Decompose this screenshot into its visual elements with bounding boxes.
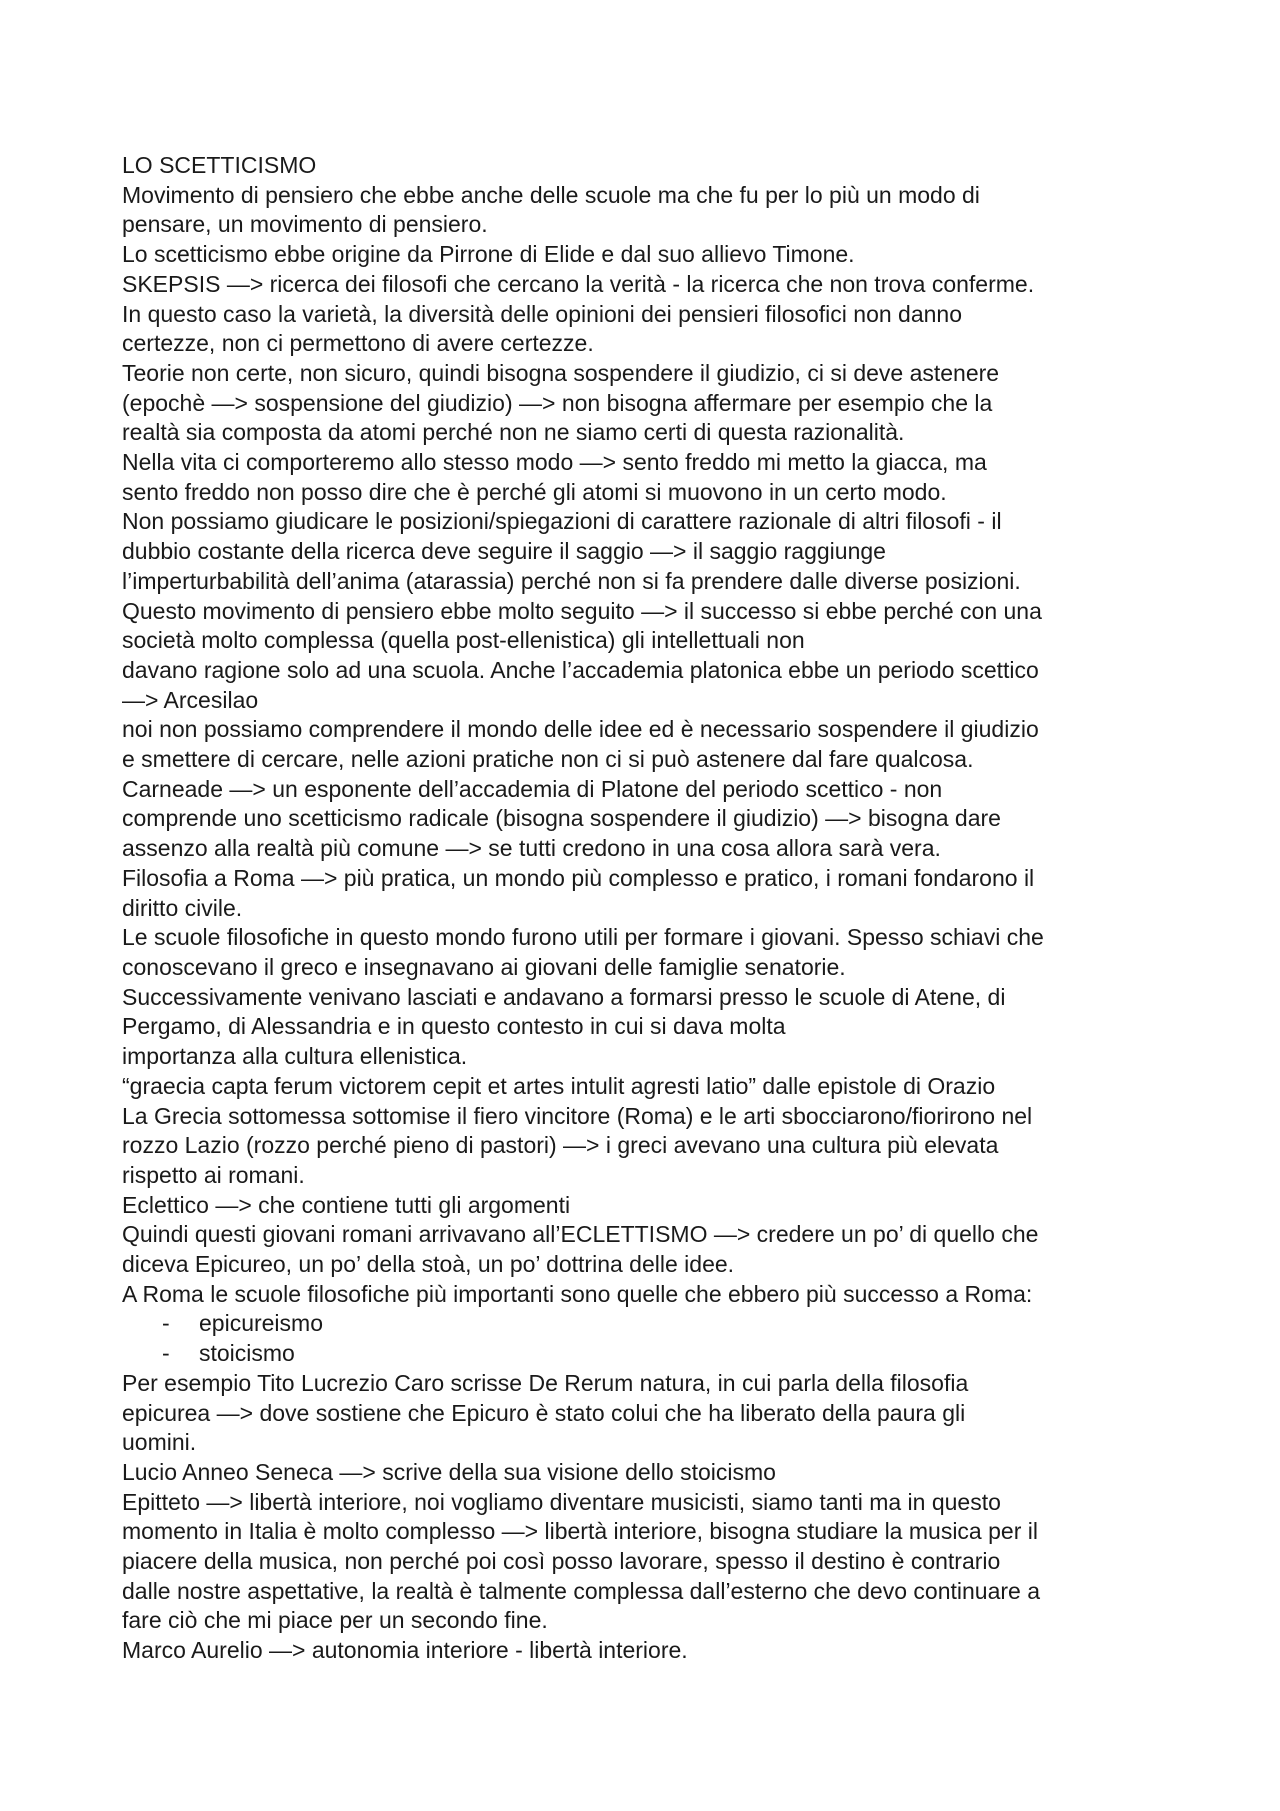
text-line: Teorie non certe, non sicuro, quindi bisogna sospendere il giudizio, ci si deve astenere — [122, 359, 1000, 386]
text-line: (epochè —> sospensione del giudizio) —> non bisogna affermare per esempio che la — [122, 389, 993, 416]
text-line: dalle nostre aspettative, la realtà è talmente complessa dall’esterno che devo continuare a — [122, 1577, 1040, 1604]
list-item — [122, 1339, 1172, 1369]
text-line: conoscevano il greco e insegnavano ai giovani delle famiglie senatorie. — [122, 953, 846, 980]
list-item-text: stoicismo — [199, 1340, 295, 1367]
text-line: società molto complessa (quella post-ellenistica) gli intellettuali non — [122, 627, 805, 654]
text-line: In questo caso la varietà, la diversità delle opinioni dei pensieri filosofici non danno — [122, 300, 963, 327]
text-line: e smettere di cercare, nelle azioni pratiche non ci si può astenere dal fare qualcosa. — [122, 746, 974, 773]
text-line: realtà sia composta da atomi perché non ne siamo certi di questa razionalità. — [122, 419, 905, 446]
text-line: Eclettico —> che contiene tutti gli argomenti — [122, 1191, 571, 1218]
text-line: pensare, un movimento di pensiero. — [122, 211, 488, 238]
text-line: SKEPSIS —> ricerca dei filosofi che cercano la verità - la ricerca che non trova conferme. — [122, 270, 1035, 297]
text-line: “graecia capta ferum victorem cepit et artes intulit agresti latio” dalle epistole di Orazio — [122, 1072, 996, 1099]
text-line: diritto civile. — [122, 894, 243, 921]
text-line: importanza alla cultura ellenistica. — [122, 1043, 468, 1070]
text-line: Movimento di pensiero che ebbe anche delle scuole ma che fu per lo più un modo di — [122, 181, 980, 208]
document-title: LO SCETTICISMO — [122, 152, 317, 178]
text-line: La Grecia sottomessa sottomise il fiero vincitore (Roma) e le arti sbocciarono/fiorirono nel — [122, 1102, 1033, 1129]
list-bullet-dash: - — [162, 1310, 170, 1337]
text-block-before-list — [122, 151, 1172, 1309]
bullet-list — [122, 1309, 1172, 1368]
text-line: rispetto ai romani. — [122, 1161, 305, 1188]
text-line: fare ciò che mi piace per un secondo fine. — [122, 1607, 548, 1634]
document-body — [122, 151, 1172, 1666]
text-line: Filosofia a Roma —> più pratica, un mondo più complesso e pratico, i romani fondarono il — [122, 864, 1035, 891]
text-line: davano ragione solo ad una scuola. Anche l’accademia platonica ebbe un periodo scettico — [122, 656, 1039, 683]
text-line: Epitteto —> libertà interiore, noi vogliamo diventare musicisti, siamo tanti ma in questo — [122, 1488, 1001, 1515]
text-line: Successivamente venivano lasciati e andavano a formarsi presso le scuole di Atene, di — [122, 983, 1006, 1010]
text-line: Non possiamo giudicare le posizioni/spiegazioni di carattere razionale di altri filosofi - il — [122, 508, 1002, 535]
text-line: Per esempio Tito Lucrezio Caro scrisse De Rerum natura, in cui parla della filosofia — [122, 1369, 969, 1396]
text-line: assenzo alla realtà più comune —> se tutti credono in una cosa allora sarà vera. — [122, 835, 941, 862]
text-line: Quindi questi giovani romani arrivavano all’ECLETTISMO —> credere un po’ di quello che — [122, 1221, 1039, 1248]
text-line: sento freddo non posso dire che è perché gli atomi si muovono in un certo modo. — [122, 478, 947, 505]
text-line: comprende uno scetticismo radicale (bisogna sospendere il giudizio) —> bisogna dare — [122, 805, 1001, 832]
list-item — [122, 1309, 1172, 1339]
text-line: noi non possiamo comprendere il mondo delle idee ed è necessario sospendere il giudizio — [122, 716, 1039, 743]
text-line: A Roma le scuole filosofiche più importanti sono quelle che ebbero più successo a Roma: — [122, 1280, 1033, 1307]
text-line: piacere della musica, non perché poi così posso lavorare, spesso il destino è contrario — [122, 1548, 1001, 1575]
text-line: l’imperturbabilità dell’anima (atarassia) perché non si fa prendere dalle diverse posizioni. — [122, 567, 1021, 594]
text-line: dubbio costante della ricerca deve seguire il saggio —> il saggio raggiunge — [122, 538, 886, 565]
text-line: Nella vita ci comporteremo allo stesso modo —> sento freddo mi metto la giacca, ma — [122, 449, 987, 476]
text-line: rozzo Lazio (rozzo perché pieno di pastori) —> i greci avevano una cultura più elevata — [122, 1132, 999, 1159]
text-line: Le scuole filosofiche in questo mondo furono utili per formare i giovani. Spesso schiavi che — [122, 924, 1044, 951]
text-line: Lo scetticismo ebbe origine da Pirrone di Elide e dal suo allievo Timone. — [122, 241, 855, 268]
text-line: Pergamo, di Alessandria e in questo contesto in cui si dava molta — [122, 1013, 786, 1040]
text-line: certezze, non ci permettono di avere certezze. — [122, 330, 594, 357]
text-line: uomini. — [122, 1429, 197, 1456]
text-line: epicurea —> dove sostiene che Epicuro è stato colui che ha liberato della paura gli — [122, 1399, 966, 1426]
text-line: momento in Italia è molto complesso —> libertà interiore, bisogna studiare la musica per il — [122, 1518, 1038, 1545]
list-item-text: epicureismo — [199, 1310, 323, 1337]
text-line: —> Arcesilao — [122, 686, 259, 713]
list-bullet-dash: - — [162, 1340, 170, 1367]
text-line: Carneade —> un esponente dell’accademia di Platone del periodo scettico - non — [122, 775, 943, 802]
text-line: Lucio Anneo Seneca —> scrive della sua visione dello stoicismo — [122, 1458, 776, 1485]
text-line: Marco Aurelio —> autonomia interiore - libertà interiore. — [122, 1637, 688, 1664]
text-line: diceva Epicureo, un po’ della stoà, un po’ dottrina delle idee. — [122, 1251, 735, 1278]
text-block-after-list — [122, 1369, 1172, 1666]
text-line: Questo movimento di pensiero ebbe molto seguito —> il successo si ebbe perché con una — [122, 597, 1042, 624]
